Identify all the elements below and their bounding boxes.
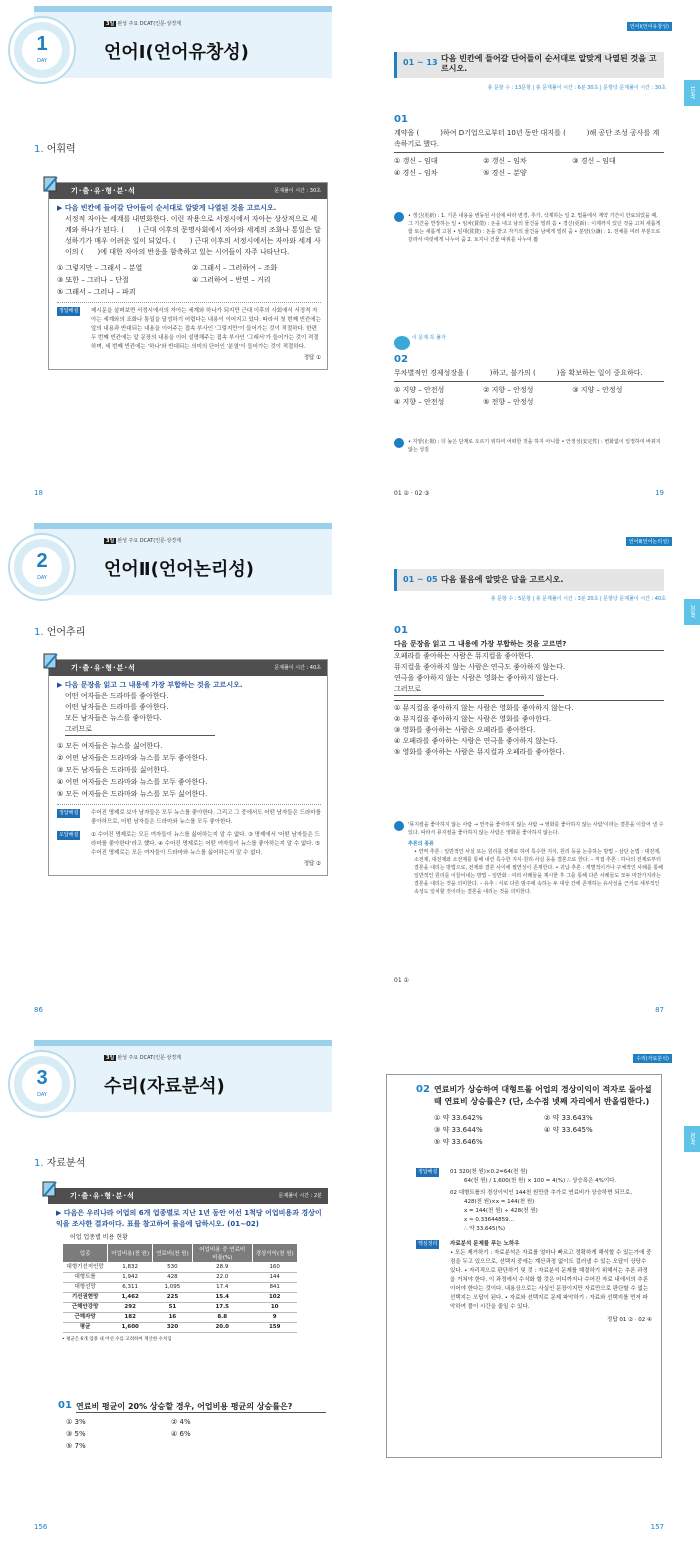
table-cell: 225 [153, 1293, 193, 1303]
mascot-icon [394, 336, 410, 350]
check-icon [394, 438, 404, 448]
spread-1 [0, 0, 700, 517]
page-left [0, 1034, 350, 1551]
choice: ⑤ 전향 – 안정성 [483, 398, 534, 406]
table-cell: 대형트롤 [63, 1273, 108, 1283]
spread-3 [0, 1034, 700, 1551]
book-tag: 3일 완성 주요 DCAT(인문·상경계 [106, 538, 181, 544]
book-tag: 3일 완성 주요 DCAT(인문·상경계 [106, 1055, 181, 1061]
passage: 서정적 자아는 세계를 내면화한다. 이런 작용으로 서정시에서 자아는 상상적으로 세계와 하나가 된다. ( ) 근대 이후의 문명사회에서 자아와 세계의 조화나 통일은 달성하기가 매우 어려운 일이 되었다. ( ) 근대 이후의 서정시에서는 자아와 세계 사이의 ( )에 대한 자아의 반응을 함축하고 있는 시어들이 자주 나타난다. [65, 215, 321, 256]
table-caption: 어업 업종별 비용 현황 [70, 1234, 128, 1241]
table-note: • 평균은 6개 업종 내 어선 수를 고려하여 계산한 수치임 [62, 1337, 172, 1342]
book-tag: 3일 완성 주요 DCAT(인문·상경계 [106, 21, 181, 27]
table-row [63, 1303, 298, 1313]
choice: ④ 어떤 여자들은 드라마와 뉴스를 모두 좋아한다. [57, 778, 208, 786]
table-cell: 51 [153, 1303, 193, 1313]
answer-key: 정답 ② [303, 861, 321, 867]
table-cell: 17.4 [192, 1283, 252, 1293]
chapter-title: 수리(자료분석) [104, 1076, 225, 1097]
explanation: • 지양(止揚) : 더 높은 단계로 오르기 위하여 어떠한 것을 하지 아니함 • 안정성(安定性) : 변화없이 일정하여 바뀌지 않는 성질 [394, 438, 664, 454]
question-meta: 총 문항 수 : 5문항 | 총 문제풀이 시간 : 3분 20초 | 문항당 문제풀이 시간 : 40초 [490, 596, 666, 602]
chapter-tag: 수리(자료분석) [633, 1054, 672, 1063]
chapter-title: 언어Ⅱ(언어논리성) [104, 559, 255, 580]
question-number: 01 [394, 625, 408, 636]
question-text: 연료비 평균이 20% 상승할 경우, 어업비용 평균의 상승률은? [76, 1401, 326, 1413]
table-cell: 1,942 [108, 1273, 153, 1283]
table-cell: 10 [252, 1303, 297, 1313]
table-cell: 102 [252, 1293, 297, 1303]
choice: ① 지양 – 안전성 [394, 386, 445, 394]
choice: ③ 약 33.644% [434, 1126, 483, 1134]
page-left [0, 0, 350, 517]
analysis-box: 기·출·유·형·분·석 문제풀이 시간 : 2분 ▶ 다음은 우리나라 어업의 6개 업종별로 지난 1년 동안 어선 1척당 어업비용과 경상이익을 조사한 결과이다. 표를 참고하여 물음에 답하시오. (01~02) 어업 업종별 비용 현황 업종 어업비용(천 원) 연료비(천 원) 어업비용 중 연료비 비율(%) 경상이익(천 원) 대형기선저인망 1,832 530 28.9 160 대형트롤 1,942 428 22.0 144 대형선망 6,311 1,095 17.4 841 기선권현망 1,462 225 15.4 102 근해안강망 292 51 17.5 10 근해자망 182 16 8.8 9 평균 1,600 320 20.0 159 • 평균은 6개 업종 내 어선 수를 고려하여 계산한 수치임 [48, 1188, 328, 1342]
choices [66, 1416, 276, 1452]
page-right [350, 1034, 700, 1551]
table-row [63, 1293, 298, 1303]
pencil-icon [41, 650, 61, 672]
question-range: 01 ~ 13 [403, 58, 438, 67]
spread-2 [0, 517, 700, 1034]
analysis-box: 기·출·유·형·분·석 문제풀이 시간 : 30초 ▶ 다음 빈칸에 들어갈 단어들이 순서대로 알맞게 나열된 것을 고르시오. 서정적 자아는 세계를 내면화한다. 이런 작용으로 서정시에서 자아는 상상적으로 세계와 하나가 된다. ( ) 근대 이후의 문명사회에서 자아와 세계의 조화나 통일은 달성하기가 매우 어려운 일이 되었다. ( ) 근대 이후의 서정시에서는 자아와 세계 사이의 ( )에 대한 자아의 반응을 함축하고 있는 시어들이 자주 나타난다. ① 그렇지만 – 그래서 – 분열 ② 그래서 – 그러하여 – 조화 ③ 또한 – 그러나 – 단절 ④ 그러하여 – 반면 – 거리 ⑤ 그래서 – 그러나 – 파괴 정답해설 제시문을 살펴보면 서정시에서의 자아는 세계와 하나가 되지만 근대 이후의 사회에서 서정적 자아는 세계와의 조화나 통일을 달성하기 어렵다는 내용이 이어지고 있다. 따라서 첫 번째 빈칸에는 앞의 내용과 반대되는 내용을 이어주는 접속 부사인 '그렇지만'이 들어가는 것이 적절하다. 한편 두 번째 빈칸에는 앞 문장의 내용을 이어 설명해주는 접속 부사인 '그래서'가 들어가는 것이 적절하며, 세 번째 빈칸에는 '하나'와 반대되는 의미의 단어인 '분열'이 들어가는 것이 적절하다. 정답 ① [48, 182, 328, 370]
page-number: 156 [34, 1523, 48, 1531]
question-meta: 총 문항 수 : 13문항 | 총 문제풀이 시간 : 6분 30초 | 문항당 문제풀이 시간 : 30초 [487, 85, 666, 91]
choices [49, 262, 327, 298]
table-cell: 22.0 [192, 1273, 252, 1283]
check-icon [394, 821, 404, 831]
table-cell: 160 [252, 1263, 297, 1273]
table-cell: 159 [252, 1323, 297, 1333]
page-number: 157 [650, 1523, 664, 1531]
choice: ② 뮤지컬을 좋아하지 않는 사람은 영화를 좋아한다. [394, 715, 552, 723]
chapter-title: 언어Ⅰ(언어유창성) [104, 42, 249, 63]
side-tab: 1DAY [684, 80, 700, 106]
pencil-icon [41, 173, 61, 195]
question-range: 01 ~ 05 [403, 575, 438, 584]
question-text: 다음 문장을 읽고 그 내용에 가장 부합하는 것을 고르면? 오페라를 좋아하는 사람은 뮤지컬을 좋아한다. 뮤지컬을 좋아하지 않는 사람은 연극도 좋아하지 않는다. 연극을 좋아하지 않는 사람은 영화는 좋아하지 않는다. 그러므로 ① 뮤지컬을 좋아하지 않는 사람은 영화를 좋아하지 않는다. ② 뮤지컬을 좋아하지 않는 사람은 영화를 좋아한다. ③ 영화를 좋아하는 사람은 오페라를 좋아한다. ④ 오페라를 좋아하는 사람은 연극을 좋아하지 않는다. ⑤ 영화를 좋아하는 사람은 뮤지컬과 오페라를 좋아한다. [394, 639, 664, 758]
choice: ⑤ 영화를 좋아하는 사람은 뮤지컬과 오페라를 좋아한다. [394, 748, 565, 756]
table-cell: 16 [153, 1313, 193, 1323]
premises: 어떤 여자들은 드라마를 좋아한다. 어떤 남자들은 드라마를 좋아한다. 모든 남자들은 뉴스를 좋아한다. 그러므로 [57, 691, 321, 736]
cost-table: 업종 어업비용(천 원) 연료비(천 원) 어업비용 중 연료비 비율(%) 경상이익(천 원) 대형기선저인망 1,832 530 28.9 160 대형트롤 1,942 428 22.0 144 대형선망 6,311 1,095 17.4 841 기선권현망 1,462 225 15.4 102 근해안강망 292 51 17.5 10 근해자망 182 16 8.8 9 평균 1,600 320 20.0 159 [62, 1243, 298, 1333]
explanation: '뮤지컬을 좋아하지 않는 사람 → 연극을 좋아하지 않는 사람 → 영화를 좋아하지 않는 사람'이라는 결론을 이끌어 낼 수 있다. 따라서 뮤지컬을 좋아하지 않는 사람은 영화를 좋아하지 않는다. 추론의 종류 • 연역 추론 : 일반적인 사실 또는 원리를 전제로 하여 특수한 지식, 원리 등을 논증하는 방법 – 삼단 논법 : 대전제, 소전제, 대전제와 소전제를 통해 내린 특수한 지식·원리·사실 등을 결론으로 한다. – 직접 추론 : 하나의 전제로부터 결론을 내리는 방법으로, 전제와 결론 사이에 필연성이 존재한다. • 귀납 추론 : 개별적이거나 구체적인 사례를 통해 일반적인 원리를 이끌어내는 방법 – 일반화 : 여러 사례들을 제시한 후 그를 통해 다른 사례들도 모두 마찬가지라는 결론을 내리는 것을 의미한다. – 유추 : 서로 다른 범주에 속하는 두 대상 간에 존재하는 유사성을 근거로 세부적인 속성도 일치할 것이라는 결론을 내리는 것을 의미한다. [394, 821, 664, 896]
choice: ① 뮤지컬을 좋아하지 않는 사람은 영화를 좋아하지 않는다. [394, 704, 574, 712]
table-cell: 20.0 [192, 1323, 252, 1333]
table-cell: 근해자망 [63, 1313, 108, 1323]
table-cell: 대형선망 [63, 1283, 108, 1293]
day-number: 3 [36, 1067, 48, 1089]
pencil-icon [40, 1178, 60, 1200]
answer-explanation: 정답해설 제시문을 살펴보면 서정시에서의 자아는 세계와 하나가 되지만 근대 이후의 사회에서 서정적 자아는 세계와의 조화나 통일을 달성하기 어렵다는 내용이 이어지고 있다. 따라서 첫 번째 빈칸에는 앞의 내용과 반대되는 내용을 이어주는 접속 부사인 '그렇지만'이 들어가는 것이 적절하다. 한편 두 번째 빈칸에는 앞 문장의 내용을 이어 설명해주는 접속 부사인 '그래서'가 들어가는 것이 적절하며, 세 번째 빈칸에는 '하나'와 반대되는 의미의 단어인 '분열'이 들어가는 것이 적절하다. 정답 ① [57, 302, 321, 363]
choice: ② 4% [171, 1418, 191, 1426]
table-cell: 기선권현망 [63, 1293, 108, 1303]
answer-explanation: 정답해설 수어진 명제로 보아 남자들은 모두 뉴스를 좋아한다. 그리고 그 중에서도 어떤 남자들은 드라마를 좋아하므로, 어떤 남자들은 드라마와 뉴스를 모두 좋아한다. 오답해설 ① 수어진 명제로는 모든 여자들이 뉴스를 싫어하는지 알 수 없다. ③ 명제에서 '어떤 남자들은 드라마를 좋아한다'라고 했다. ④ 수어진 명제로는 어떤 여자들이 뉴스를 좋아하는지 알 수 없다. ⑤ 수어진 명제로는 모든 여자들이 드라마와 뉴스를 싫어하는지 알 수 없다. 정답 ② [57, 804, 321, 869]
table-cell: 841 [252, 1283, 297, 1293]
table-cell: 28.9 [192, 1263, 252, 1273]
question-set-header: 01 ~ 13 다음 빈칸에 들어갈 단어들이 순서대로 알맞게 나열된 것을 고르시오. [394, 52, 664, 78]
choice: ② 그래서 – 그러하여 – 조화 [192, 264, 278, 272]
choice: ④ 오페라를 좋아하는 사람은 연극을 좋아하지 않는다. [394, 737, 558, 745]
section-title: 1. 자료분석 [34, 1158, 86, 1169]
choice: ④ 6% [171, 1430, 191, 1438]
table-cell: 320 [153, 1323, 193, 1333]
choice: ① 갱신 – 임대 [394, 157, 438, 165]
choice: ① 그렇지만 – 그래서 – 분열 [57, 264, 143, 272]
day-badge: 2 DAY [10, 535, 74, 599]
choice: ③ 경신 – 임대 [572, 157, 616, 165]
page-number: 18 [34, 489, 43, 497]
choices [434, 1112, 654, 1148]
choice: ① 모든 여자들은 뉴스를 싫어한다. [57, 742, 163, 750]
answer-footer: 01 ① [394, 977, 409, 984]
table-cell: 1,832 [108, 1263, 153, 1273]
day-badge: 3 DAY [10, 1052, 74, 1116]
choice: ③ 영화를 좋아하는 사람은 오페라를 좋아한다. [394, 726, 536, 734]
choice: ⑤ 경신 – 분양 [483, 169, 527, 177]
choice: ④ 약 33.645% [544, 1126, 593, 1134]
table-cell: 428 [153, 1273, 193, 1283]
page-number: 86 [34, 1006, 43, 1014]
page-left [0, 517, 350, 1034]
choices [394, 384, 664, 408]
table-cell: 1,600 [108, 1323, 153, 1333]
answer-footer: 01 ② · 02 ③ [394, 490, 430, 497]
choice: ③ 지양 – 안정성 [572, 386, 623, 394]
choice: ② 갱신 – 임차 [483, 157, 527, 165]
question-text: 계약을 ( )하여 D기업으로부터 10년 동안 대지를 ( )해 공단 조성 공사를 계속하기로 했다. ① 갱신 – 임대 ② 갱신 – 임차 ③ 경신 – 임대 ④ 경신 – 임차 ⑤ 경신 – 분양 [394, 128, 664, 179]
table-cell: 15.4 [192, 1293, 252, 1303]
day-number: 1 [36, 33, 48, 55]
chapter-tag: 언어Ⅱ(언어논리성) [626, 537, 672, 546]
question-set-header: 01 ~ 05 다음 물음에 알맞은 답을 고르시오. [394, 569, 664, 591]
choice: ③ 또한 – 그러나 – 단절 [57, 276, 129, 284]
choice: ① 약 33.642% [434, 1114, 483, 1122]
mascot-label: 이 문제 꼭 풀자 [412, 335, 446, 341]
question-title: ▶ 다음 문장을 읽고 그 내용에 가장 부합하는 것을 고르시오. [57, 681, 243, 689]
day-badge: 1 DAY [10, 18, 74, 82]
table-row [63, 1313, 298, 1323]
choices [394, 700, 664, 758]
side-tab: 3DAY [684, 1126, 700, 1152]
table-cell: 6,311 [108, 1283, 153, 1293]
question-title: ▶ 다음 빈칸에 들어갈 단어들이 순서대로 알맞게 나열된 것을 고르시오. [57, 204, 277, 212]
answer-key: 정답 ① [303, 355, 321, 361]
choice: ⑤ 약 33.646% [434, 1138, 483, 1146]
table-cell: 평균 [63, 1323, 108, 1333]
page-right [350, 0, 700, 517]
choice: ③ 5% [66, 1430, 86, 1438]
analysis-box: 기·출·유·형·분·석 문제풀이 시간 : 40초 ▶ 다음 문장을 읽고 그 내용에 가장 부합하는 것을 고르시오. 어떤 여자들은 드라마를 좋아한다. 어떤 남자들은 드라마를 좋아한다. 모든 남자들은 뉴스를 좋아한다. 그러므로 ① 모든 여자들은 뉴스를 싫어한다. ② 어떤 남자들은 드라마와 뉴스를 모두 좋아한다. ③ 모든 남자들은 드라마를 싫어한다. ④ 어떤 여자들은 드라마와 뉴스를 모두 좋아한다. ⑤ 모든 여자들은 드라마와 뉴스를 모두 싫어한다. 정답해설 수어진 명제로 보아 남자들은 모두 뉴스를 좋아한다. 그리고 그 중에서도 어떤 남자들은 드라마를 좋아하므로, 어떤 남자들은 드라마와 뉴스를 모두 좋아한다. 오답해설 ① 수어진 명제로는 모든 여자들이 뉴스를 싫어하는지 알 수 없다. ③ 명제에서 '어떤 남자들은 드라마를 좋아한다'라고 했다. ④ 수어진 명제로는 어떤 여자들이 뉴스를 좋아하는지 알 수 없다. ⑤ 수어진 명제로는 모든 여자들이 드라마와 뉴스를 싫어하는지 알 수 없다. 정답 ② [48, 659, 328, 876]
day-number: 2 [36, 550, 48, 572]
table-cell: 292 [108, 1303, 153, 1313]
choice: ① 3% [66, 1418, 86, 1426]
choices [394, 155, 664, 179]
section-title: 1. 어휘력 [34, 144, 76, 155]
choice: ⑤ 모든 여자들은 드라마와 뉴스를 모두 싫어한다. [57, 790, 208, 798]
table-row [63, 1273, 298, 1283]
question-text: 연료비가 상승하여 대형트롤 어업의 경상이익이 적자로 돌아설 때 연료비 상승률은? (단, 소수점 넷째 자리에서 반올림한다.) [434, 1085, 652, 1106]
choice: ④ 지향 – 안전성 [394, 398, 445, 406]
solution: 정답해설 01 320(천 원)×0.2=64(천 원) 64(천 원) / 1,600(천 원) × 100 = 4(%) ∴ 상승폭은 4%이다. 02 대형트롤의 경상이익인 144천 원만큼 추가로 연료비가 상승하면 되므로, 428(천 원)×x = 144(천 원) x = 144(천 원) ÷ 428(천 원) x ≈ 0.33644859… ∴ 약 33.645(%) 핵심정리 자료분석 문제를 푸는 노하우 • 모든 제거하기 : 자료분석은 자료를 얼마나 빠르고 정확하게 해석할 수 있는가에 중점을 두고 있으므로, 선택지 중에는 계산과정 없이도 걸러낼 수 있는 오답이 상당수 있다. • 자리적으로 판단하기 및 것 : 자료분석 문제를 해결하기 위해서는 추론 과정을 거쳐야 한다. 이 과정에서 수식화 할 것은 어디까지나 수어진 자료 내에서의 추론이어야 한다는 것이다. 내용상으로는 사실인 문장이지만 자료만으로 판단할 수 없는 선택지는 오답이 된다. • 자료와 선택지로 문제 파악하기 : 자료와 선택지를 먼저 파악하여 풀이 시간을 줄일 수 있다. 정답 01 ② · 02 ④ [418, 1169, 652, 1323]
choices [49, 740, 327, 800]
question-text: 무차별적인 경제성장을 ( )하고, 불가의 ( )을 확보하는 일이 중요하다. ① 지양 – 안전성 ② 지향 – 안정성 ③ 지양 – 안정성 ④ 지향 – 안전성 ⑤ 전향 – 안정성 [394, 368, 664, 408]
table-row [63, 1323, 298, 1333]
table-cell: 8.8 [192, 1313, 252, 1323]
page-right [350, 517, 700, 1034]
choice: ② 지향 – 안정성 [483, 386, 534, 394]
choice: ④ 그러하여 – 반면 – 거리 [192, 276, 271, 284]
choice: ⑤ 그래서 – 그러나 – 파괴 [57, 288, 136, 296]
answer-key: 정답 01 ② · 02 ④ [607, 1317, 652, 1323]
choice: ③ 모든 남자들은 드라마를 싫어한다. [57, 766, 170, 774]
section-title: 1. 언어추리 [34, 627, 86, 638]
chapter-tag: 언어Ⅰ(언어유창성) [627, 22, 672, 31]
check-icon [394, 212, 404, 222]
day-header [34, 1040, 332, 1112]
question-number: 01 [58, 1400, 72, 1411]
side-tab: 2DAY [684, 599, 700, 625]
day-header [34, 523, 332, 595]
table-cell: 144 [252, 1273, 297, 1283]
explanation: • 갱신(更新) : 1. 기존 내용을 변동된 사실에 따라 변경, 추가, 삭제하는 일 2. 법률에서 계약 기간이 만료되었을 때, 그 기간을 연장하는 일 • 임차(賃借) : 돈을 내고 남의 물건을 빌려 씀 • 경신(更新) : 이제까지 있던 것을 고쳐 새롭게 함 또는 새롭게 고침 • 임대(賃貸) : 돈을 받고 자기의 물건을 남에게 빌려 줌 • 분양(分讓) : 1. 전체를 여러 부분으로 갈라서 여럿에게 나누어 줌 2. 토지나 건물 따위를 나누어 팖 [394, 212, 664, 244]
table-row [63, 1263, 298, 1273]
day-header [34, 6, 332, 78]
table-cell: 182 [108, 1313, 153, 1323]
table-cell: 1,095 [153, 1283, 193, 1293]
question-number: 01 [394, 114, 408, 125]
choice: ④ 경신 – 임차 [394, 169, 438, 177]
choice: ② 약 33.643% [544, 1114, 593, 1122]
table-cell: 대형기선저인망 [63, 1263, 108, 1273]
table-row [63, 1283, 298, 1293]
choice: ⑤ 7% [66, 1442, 86, 1450]
question-number: 02 [394, 354, 408, 365]
table-cell: 9 [252, 1313, 297, 1323]
question-number: 02 [416, 1084, 430, 1095]
table-cell: 1,462 [108, 1293, 153, 1303]
table-cell: 근해안강망 [63, 1303, 108, 1313]
table-cell: 530 [153, 1263, 193, 1273]
page-number: 87 [655, 1006, 664, 1014]
question-title: ▶ 다음은 우리나라 어업의 6개 업종별로 지난 1년 동안 어선 1척당 어업비용과 경상이익을 조사한 결과이다. 표를 참고하여 물음에 답하시오. (01~02) [56, 1209, 322, 1228]
page-number: 19 [655, 489, 664, 497]
choice: ② 어떤 남자들은 드라마와 뉴스를 모두 좋아한다. [57, 754, 208, 762]
table-cell: 17.5 [192, 1303, 252, 1313]
